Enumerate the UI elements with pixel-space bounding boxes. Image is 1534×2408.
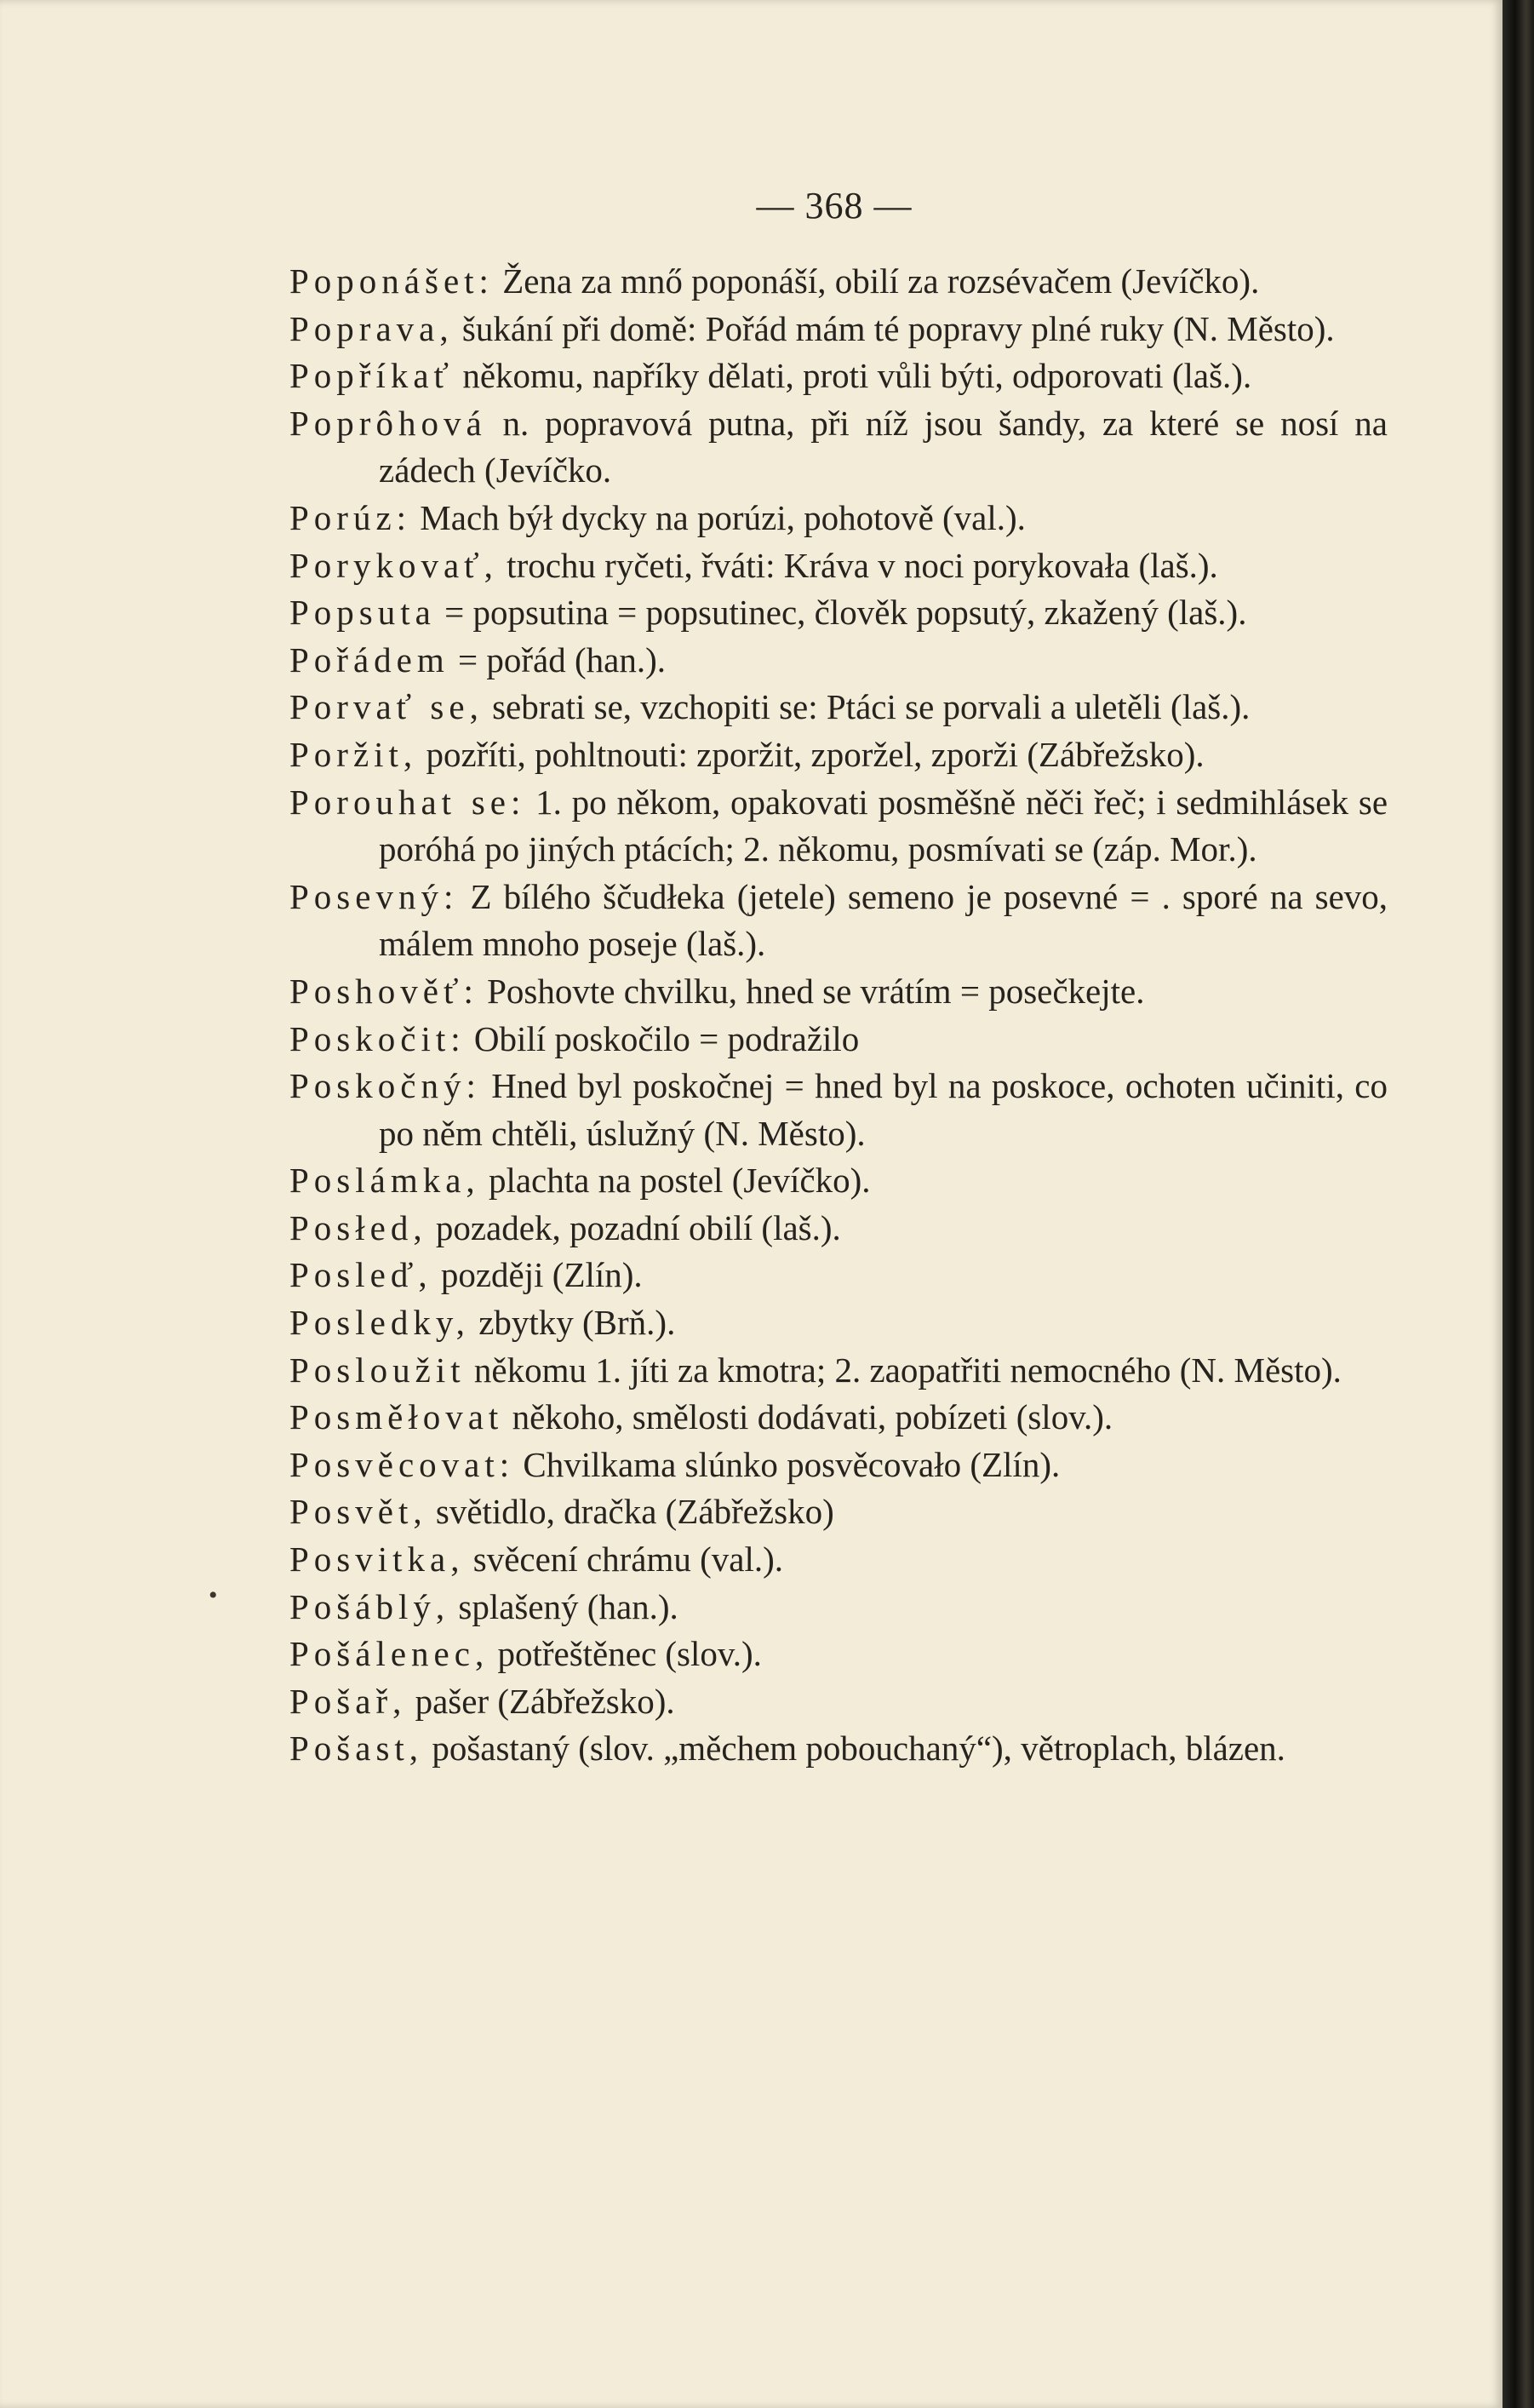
entry-headword: Poprava, [289,308,454,348]
entry-definition: Obilí poskočilo = podražilo [473,1018,860,1058]
dictionary-entry [289,1016,1388,1064]
entry-definition: Poshovte chvilku, hned se vrátím = posečkejte. [487,971,1145,1011]
entry-headword: Porvať se, [289,687,484,727]
entry-headword: Posvitka, [289,1539,465,1580]
dictionary-entry [289,1299,1388,1347]
entry-definition: = popsutina = popsutinec, člověk popsutý, zkažený (laš.). [444,593,1247,633]
entry-headword: Poržit, [289,734,418,774]
dictionary-entry [289,1631,1388,1678]
entry-headword: Pošast, [289,1729,424,1769]
dictionary-entry [289,1394,1388,1442]
entry-headword: Pošáblý, [289,1586,450,1626]
dictionary-entry [289,353,1388,400]
entry-definition: světidlo, dračka (Zábřežsko) [435,1492,834,1532]
entry-definition: pošastaný (slov. „měchem pobouchaný“), větroplach, blázen. [432,1729,1285,1769]
entry-definition: šukání při domě: Pořád mám té popravy plné ruky (N. Město). [461,308,1335,348]
entry-headword: Posvět, [289,1492,427,1532]
entry-headword: Posvěcovat: [289,1444,515,1484]
entry-headword: Posloužit [289,1350,466,1390]
entry-definition: svěcení chrámu (val.). [472,1539,784,1580]
entry-definition: potřeštěnec (slov.). [497,1634,762,1674]
dictionary-entry [289,1063,1388,1157]
entry-definition: pozříti, pohltnouti: zporžit, zporžel, zporži (Zábřežsko). [426,734,1205,774]
dictionary-entry [289,1536,1388,1584]
dictionary-entry [289,306,1388,353]
dictionary-entry [289,684,1388,731]
dictionary-entry [289,1205,1388,1253]
entry-headword: Poshověť: [289,971,478,1011]
entry-definition: Z bílého ščudłeka (jetele) semeno je posevné = . sporé na sevo, málem mnoho poseje (laš.). [379,876,1388,964]
book-spine-edge [1503,0,1534,2408]
entry-definition: Mach býł dycky na porúzi, pohotově (val.). [420,497,1026,537]
entry-headword: Porykovať, [289,545,498,585]
entry-definition: později (Zlín). [440,1255,643,1295]
entry-headword: Poskočný: [289,1066,481,1106]
entry-headword: Posłed, [289,1207,427,1247]
margin-mark: • [209,1581,218,1609]
entry-headword: Posleď, [289,1255,432,1295]
entry-headword: Pošař, [289,1681,407,1721]
entry-headword: Porúz: [289,497,412,537]
dictionary-entry [289,731,1388,779]
entry-headword: Posměłovat [289,1397,504,1437]
entry-definition: n. popravová putna, při níž jsou šandy, za které se nosí na zádech (Jevíčko. [379,403,1388,490]
entry-definition: někomu 1. jíti za kmotra; 2. zaopatřiti nemocného (N. Město). [473,1350,1342,1390]
entry-headword: Porouhat se: [289,782,526,822]
entry-definition: Žena za mnő poponáší, obilí za rozsévačem (Jevíčko). [502,261,1260,301]
dictionary-entry [289,1157,1388,1205]
dictionary-entry [289,1347,1388,1395]
dictionary-entry [289,258,1388,306]
entry-definition: zbytky (Brň.). [478,1303,676,1343]
entry-headword: Pošálenec, [289,1634,489,1674]
entry-definition: někoho, smělosti dodávati, pobízeti (slov.). [512,1397,1113,1437]
entry-headword: Poskočit: [289,1018,466,1058]
entry-headword: Poprôhová [289,403,487,443]
dictionary-entry [289,589,1388,637]
dictionary-entry [289,1584,1388,1631]
entry-headword: Poslámka, [289,1161,480,1201]
entry-headword: Pořádem [289,639,449,679]
entry-headword: Posevný: [289,876,459,916]
entry-definition: pozadek, pozadní obilí (laš.). [435,1207,841,1247]
dictionary-entry [289,779,1388,874]
entry-definition: někomu, napříky dělati, proti vůli býti, odporovati (laš.). [462,356,1252,396]
page-number: — 368 — [756,185,913,226]
dictionary-entry [289,1488,1388,1536]
entry-definition: splašený (han.). [458,1586,678,1626]
dictionary-entry [289,874,1388,968]
entry-definition: 1. po někom, opakovati posměšně něči řeč; i sedmihlásek se poróhá po jiných ptácích; 2. někomu, posmívati se (záp. Mor.). [379,782,1388,869]
entry-headword: Posledky, [289,1303,470,1343]
dictionary-entry [289,1725,1388,1773]
entry-definition: sebrati se, vzchopiti se: Ptáci se porvali a uletěli (laš.). [492,687,1251,727]
entry-definition: trochu ryčeti, řváti: Kráva v noci porykovała (laš.). [507,545,1218,585]
entry-definition: = pořád (han.). [458,639,666,679]
dictionary-entry [289,1252,1388,1299]
dictionary-entry [289,637,1388,685]
dictionary-entry [289,542,1388,590]
dictionary-entry [289,1442,1388,1489]
entry-definition: Chvilkama slúnko posvěcovało (Zlín). [523,1444,1061,1484]
entry-headword: Poponášet: [289,261,494,301]
dictionary-entry [289,1678,1388,1726]
dictionary-entry [289,400,1388,495]
dictionary-entries [289,258,1388,1773]
entry-definition: Hned byl poskočnej = hned byl na poskoce, ochoten učiniti, co po něm chtěli, úslužný (N. Město). [379,1066,1388,1153]
dictionary-entry [289,495,1388,542]
entry-definition: pašer (Zábřežsko). [415,1681,675,1721]
entry-headword: Popsuta [289,593,436,633]
dictionary-entry [289,968,1388,1016]
entry-definition: plachta na postel (Jevíčko). [488,1161,871,1201]
entry-headword: Popříkať [289,356,455,396]
